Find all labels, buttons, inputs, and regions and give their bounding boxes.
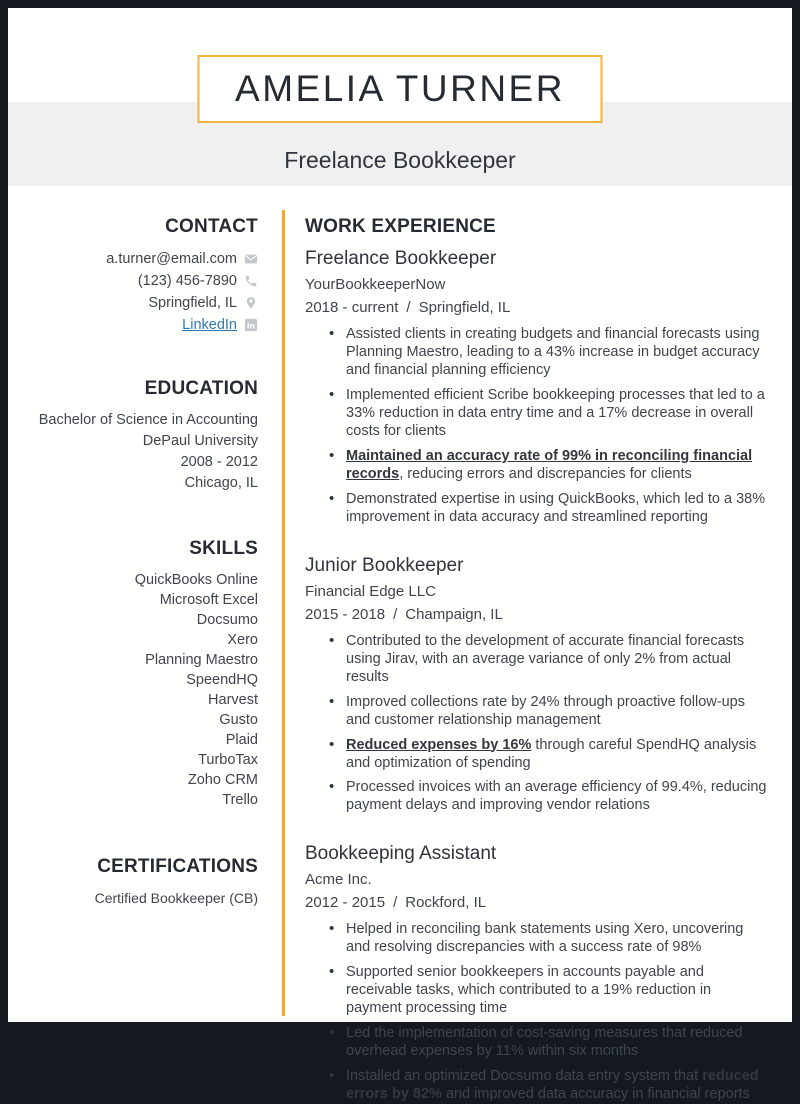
content-area	[8, 210, 792, 1103]
job-bullet-list	[305, 326, 770, 527]
job-bullet	[305, 921, 770, 957]
envelope-icon	[244, 252, 258, 266]
job-bullet	[305, 387, 770, 441]
job-bullet-list	[305, 633, 770, 816]
skills-section	[38, 538, 258, 810]
job-headline: Freelance Bookkeeper	[284, 147, 516, 173]
job-bullet	[305, 633, 770, 687]
job-meta	[305, 299, 770, 316]
job-meta	[305, 894, 770, 911]
skill-item: Harvest	[208, 692, 258, 708]
bullet-text-segment: and improved data accuracy in financial reports	[441, 1086, 750, 1103]
skill-item: Gusto	[219, 712, 258, 728]
meta-separator: /	[393, 605, 398, 623]
bullet-text-segment: Helped in reconciling bank statements using Xero, uncovering and resolving discrepancies with a success rate of 98%	[346, 921, 744, 956]
skill-item: Microsoft Excel	[159, 592, 258, 608]
name-box	[198, 55, 603, 123]
job-dates: 2018 - current	[305, 299, 399, 316]
bullet-text-segment: , reducing errors and discrepancies for clients	[399, 465, 692, 482]
skill-item: Zoho CRM	[187, 772, 258, 788]
job-company: Financial Edge LLC	[305, 582, 436, 600]
education-degree: Bachelor of Science in Accounting	[38, 412, 258, 428]
linkedin-icon	[244, 318, 258, 332]
bullet-text-segment: through careful SpendHQ analysis and optimization of spending	[346, 736, 757, 771]
education-heading: EDUCATION	[144, 378, 258, 399]
job-title: Bookkeeping Assistant	[305, 843, 497, 865]
work-experience-heading: WORK EXPERIENCE	[305, 216, 496, 237]
contact-email: a.turner@email.com	[106, 251, 237, 267]
job-location: Champaign, IL	[405, 605, 503, 623]
contact-email-row	[38, 248, 258, 270]
meta-separator: /	[393, 894, 398, 912]
bullet-text-segment: Supported senior bookkeepers in accounts payable and receivable tasks, which contributed to a 19% reduction in payment processing time	[346, 964, 712, 1017]
contact-location: Springfield, IL	[148, 295, 237, 311]
skill-item: SpeendHQ	[186, 672, 258, 688]
bullet-text-segment: Installed an optimized Docsumo data entry system that	[346, 1068, 703, 1085]
job-bullet	[305, 779, 770, 815]
job-bullet	[305, 964, 770, 1018]
bullet-text-segment: Reduced expenses by 16%	[346, 736, 532, 753]
bullet-text-segment: Demonstrated expertise in using QuickBooks, which led to a 38% improvement in data accuracy and streamlined reporting	[346, 490, 766, 525]
certifications-heading: CERTIFICATIONS	[97, 856, 258, 877]
contact-location-row	[38, 292, 258, 314]
skill-item: Trello	[222, 792, 258, 808]
job-bullet	[305, 694, 770, 730]
candidate-name: AMELIA TURNER	[235, 68, 565, 109]
certification-item: Certified Bookkeeper (CB)	[94, 890, 258, 906]
linkedin-link[interactable]: LinkedIn	[182, 317, 237, 333]
education-section	[38, 378, 258, 494]
contact-phone-row	[38, 270, 258, 292]
certifications-list	[38, 888, 258, 908]
phone-icon	[244, 274, 258, 288]
sidebar	[8, 210, 282, 1022]
bullet-text-segment: Implemented efficient Scribe bookkeeping processes that led to a 33% reduction in data entry time and a 17% decrease in overall costs for clients	[346, 386, 765, 439]
job-bullet	[305, 1068, 770, 1104]
job-bullet	[305, 737, 770, 773]
skills-heading: SKILLS	[189, 538, 258, 559]
job-bullet	[305, 491, 770, 527]
job-dates: 2015 - 2018	[305, 605, 386, 623]
svg-text:in: in	[246, 321, 256, 331]
skill-item: TurboTax	[198, 752, 258, 768]
certifications-section	[38, 856, 258, 908]
job-title: Junior Bookkeeper	[305, 554, 464, 576]
job-company: YourBookkeeperNow	[305, 276, 446, 293]
bullet-text-segment: Improved collections rate by 24% through proactive follow-ups and customer relationship management	[346, 693, 745, 728]
resume-page	[8, 8, 792, 1103]
jobs	[305, 248, 770, 1104]
skill-item: Docsumo	[196, 612, 258, 628]
contact-phone: (123) 456-7890	[137, 273, 237, 289]
education-location: Chicago, IL	[184, 475, 258, 491]
bullet-text-segment: Assisted clients in creating budgets and financial forecasts using Planning Maestro, leading to a 43% increase in budget accuracy and financial planning efficiency	[346, 326, 760, 378]
education-dates: 2008 - 2012	[180, 454, 258, 470]
bullet-text-segment: Maintained an accuracy rate of 99% in reconciling financial records	[346, 447, 753, 482]
skill-item: Planning Maestro	[145, 652, 258, 668]
skills-list	[38, 570, 258, 810]
location-pin-icon	[244, 296, 258, 310]
meta-separator: /	[406, 299, 411, 316]
contact-heading: CONTACT	[165, 216, 258, 237]
job-dates: 2012 - 2015	[305, 894, 386, 912]
skill-item: QuickBooks Online	[134, 572, 258, 588]
skill-item: Xero	[227, 632, 258, 648]
work-experience-section	[285, 210, 792, 1103]
job-location: Rockford, IL	[405, 894, 487, 912]
contact-linkedin-row	[38, 314, 258, 336]
job-title: Freelance Bookkeeper	[305, 248, 497, 269]
job-entry	[305, 843, 770, 1104]
contact-section	[38, 216, 258, 336]
job-meta	[305, 606, 770, 623]
job-company: Acme Inc.	[305, 871, 372, 889]
bullet-text-segment: Contributed to the development of accurate financial forecasts using Jirav, with an average variance of only 2% from actual results	[346, 632, 745, 685]
job-bullet	[305, 448, 770, 484]
job-bullet-list	[305, 921, 770, 1104]
job-entry	[305, 248, 770, 527]
job-location: Springfield, IL	[418, 299, 511, 316]
bullet-text-segment: reduced errors by 82%	[346, 1068, 759, 1103]
job-entry	[305, 555, 770, 816]
job-bullet	[305, 326, 770, 380]
bullet-text-segment: Processed invoices with an average efficiency of 99.4%, reducing payment delays and improving vendor relations	[346, 779, 767, 814]
skill-item: Plaid	[225, 732, 258, 748]
job-bullet	[305, 1025, 770, 1061]
bullet-text-segment: Led the implementation of cost-saving measures that reduced overhead expenses by 11% within six months	[346, 1025, 743, 1060]
education-school: DePaul University	[142, 433, 258, 449]
